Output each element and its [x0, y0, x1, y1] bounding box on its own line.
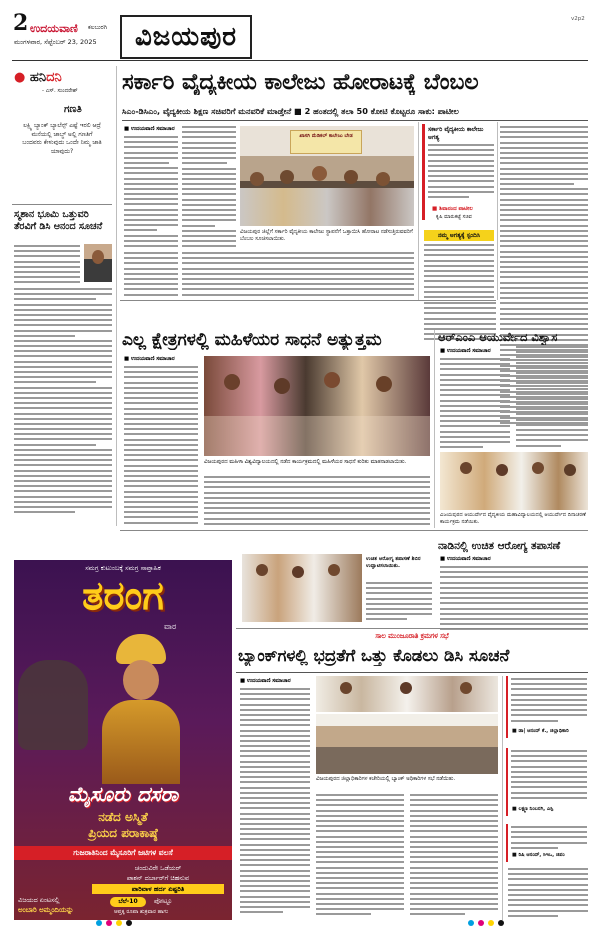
lead-photo-caption: ವಿಜಯಪುರ ಜಿಲ್ಲೆಗೆ ಸರ್ಕಾರಿ ವೈದ್ಯಕೀಯ ಕಾಲೇಜು ಸ್ಥಾಪನೆಗೆ ಒತ್ತಾಯಿಸಿ ಹೋರಾಟ ನಡೆಸುತ್ತಿರುವವರಿಗೆ ಬೆಂಬಲ ಸೂಚಿಸಲಾಯಿತು. [240, 229, 413, 242]
right-quote-1 [506, 676, 588, 742]
health-side-text [366, 582, 432, 622]
health-photo-caption: ಉಚಿತ ಆರೋಗ್ಯ ತಪಾಸಣೆ ಶಿಬಿರ ಉದ್ಘಾಟಿಸಲಾಯಿತು. [366, 556, 421, 569]
tharanga-tagline-1: ನಡೆದ ಅಸ್ಮಿತೆ [98, 810, 148, 824]
left-story-headline: ಸ್ಮಶಾನ ಭೂಮಿ ಒತ್ತುವರಿ ತೆರವಿಗೆ ಡಿಸಿ ಆನಂದ ಸೂಚನೆ [14, 209, 103, 232]
right-quote-3 [506, 824, 588, 864]
tharanga-bottom-left-2: ಅಂಬಾರಿ ಅಮ್ಮಂದಿಯನ್ನು [18, 906, 74, 914]
side-tag: ನಮ್ಮ ಅಗತ್ಯಕ್ಕೆ ಸ್ಪಂದಿಸಿ [424, 230, 494, 241]
tharanga-feature-3: ಪಾರಿವಾಳ ಹರ್ದ ಏಷ್ಟರಿತಿ [92, 884, 224, 894]
hani-dani-logo: ● ಹನಿದನಿ [14, 70, 62, 85]
masthead [0, 0, 600, 66]
tharanga-top-line: ಸಮಗ್ರ ಕುಟುಂಬಕ್ಕೆ ಸಮಗ್ರ ಸಾಪ್ತಾಹಿಕ [85, 564, 161, 572]
lead-subheadline: ಸಿಎಂ-ಡಿಸಿಎಂ, ವೈದ್ಯಕೀಯ ಶಿಕ್ಷಣ ಸಚಿವರಿಗೆ ಮನವರಿಕೆ ಮಾಡ್ತೇನೆ ■ 2 ಹಂತದಲ್ಲಿ ತಲಾ 50 ಕೋಟಿ ಕೊಟ್ಟರೂ ಸಾಕು: ಪಾಟೀಲ [122, 106, 459, 116]
tharanga-ad[interactable] [14, 560, 232, 920]
edition-label: ಕಲಬುರಗಿ [88, 24, 108, 31]
side-quote-author: ■ ಶಿವಾನಂದ ಪಾಟೀಲ [432, 206, 473, 212]
women-body-col1 [124, 366, 198, 526]
tharanga-feature-1: ಚಂದುವಿರೇ ಒಡೆಯರ್ [134, 864, 182, 872]
tharanga-title: ತರಂಗ [82, 572, 164, 619]
bank-byline: ■ ಉದಯವಾಣಿ ಸಮಾಚಾರ [240, 678, 291, 684]
women-headline: ಎಲ್ಲ ಕ್ಷೇತ್ರಗಳಲ್ಲಿ ಮಹಿಳೆಯರ ಸಾಧನೆ ಅತ್ಯುತ್ತಮ [122, 330, 382, 350]
section-title: ವಿಜಯಪುರ [120, 15, 252, 59]
women-photo-caption: ವಿಜಯಪುರದ ಮಹಿಳಾ ವಿಶ್ವವಿದ್ಯಾಲಯದಲ್ಲಿ ನಡೆದ ಕಾರ್ಯಕ್ರಮದಲ್ಲಿ ಮಹಿಳೆಯರ ಸಾಧನೆ ಕುರಿತು ಮಾತನಾಡಲಾಯಿತು. [204, 459, 407, 465]
side-quote-title: ಸರ್ಕಾರಿ ವೈದ್ಯಕೀಯ ಕಾಲೇಜು ಅಗತ್ಯ [428, 126, 484, 141]
elephant-figure [18, 660, 88, 750]
side-quote-box [422, 124, 494, 224]
side-quote-role: ಕೃಷಿ ಮಾರುಕಟ್ಟೆ ಸಚಿವ [436, 214, 472, 220]
left-story-body-cont [14, 288, 112, 524]
bank-headline: ಬ್ಯಾಂಕ್‌ಗಳಲ್ಲಿ ಭದ್ರತೆಗೆ ಒತ್ತು ಕೊಡಲು ಡಿಸಿ ಸೂಚನೆ [238, 646, 510, 665]
left-story-body [14, 245, 80, 285]
ayurveda-body-col1 [440, 358, 510, 448]
maharaja-portrait [96, 634, 186, 784]
lead-byline: ■ ಉದಯವಾಣಿ ಸಮಾಚಾರ [124, 126, 175, 132]
column-author: - ಎಸ್. ಸುಂದರೇಶ್ [42, 88, 78, 94]
tharanga-price-badge: ಬೆಲೆ-10 [110, 897, 146, 907]
lead-photo [240, 126, 414, 226]
lead-photo-banner: ಖಾಸಗಿ ಮೆಡಿಕಲ್ ಕಾಲೇಜು ಬೇಡ [290, 130, 362, 154]
health-byline: ■ ಉದಯವಾಣಿ ಸಮಾಚಾರ [440, 556, 491, 562]
tharanga-bottom-right-2: ಆಪ್ತಕ್ಕ ರೂಪಾ ಶುಕ್ರವಾರ ಹಾಗು [114, 909, 169, 915]
lead-body-lower [182, 252, 414, 298]
ayurveda-photo-caption: ವಿಜಯಪುರದ ಆಯುರ್ವೇದ ವೈದ್ಯಕೀಯ ಮಹಾವಿದ್ಯಾಲಯದಲ್ಲಿ ಆಯುರ್ವೇದ ದಿನಾಚರಣೆ ಕಾರ್ಯಕ್ರಮ ನಡೆಯಿತು. [440, 512, 586, 525]
health-headline: ನಾಡಿನಲ್ಲಿ ಉಚಿತ ಆರೋಗ್ಯ ತಪಾಸಣೆ [438, 540, 561, 552]
ayurveda-body-col2 [516, 346, 588, 448]
tharanga-headline: ಮೈಸೂರು ದಸರಾ [67, 782, 179, 806]
women-photo [204, 356, 430, 456]
ayurveda-photo [440, 452, 588, 510]
women-body-lower [204, 476, 430, 526]
bank-body-col1 [240, 688, 310, 918]
bank-photo-top [316, 676, 498, 712]
registration-marks [96, 920, 504, 926]
column-poem: ಲಕ್ಷ್ಮಿ ಬ್ಯಾಂಕ್ ಬ್ಯಾಲೆನ್ಸ್ ಎಷ್ಟೆ ಇರಲಿ ಆದ್ರೆ ಮನೆಯಲ್ಲಿ ಜಾಬ್ಜ್ ಅಲ್ಲಿ ಗಣತಿಗೆ ಬಂದವರು ಕೇಳುವುದು ಒಂದೇ ನಿಮ್ಮ ಜಾತಿ ಯಾವುದು? [22, 122, 102, 155]
women-byline: ■ ಉದಯವಾಣಿ ಸಮಾಚಾರ [124, 356, 175, 362]
right-quote-2 [506, 748, 588, 820]
tharanga-bottom-left-1: ವಿಜಯದ ಏಂಟಸಲ್ಲಿ [18, 896, 60, 904]
side-tag-body [424, 244, 494, 298]
column-topic: ಗಣತಿ [64, 104, 82, 115]
bank-kicker: ಸಾಲ ಮುಂಜೂರಾತಿ ಕ್ರಮಗಳ ಸಭೆ [375, 632, 449, 640]
bank-photo-caption: ವಿಜಯಪುರದ ಜಿಲ್ಲಾಧಿಕಾರಿಗಳ ಕಚೇರಿಯಲ್ಲಿ ಬ್ಯಾಂಕ್ ಅಧಿಕಾರಿಗಳ ಸಭೆ ನಡೆಯಿತು. [316, 776, 456, 782]
page-number: 2 [13, 10, 29, 36]
tharanga-tagline-2: ಪ್ರಿಯದ ಪರಾಕಾಷ್ಠೆ [88, 826, 158, 840]
bank-body-col2 [316, 794, 404, 918]
tharanga-feature-2: ಪಾಶನ್ ದರ್ಬಾರ್‌ಗೆ ಚಿಹನುವ [126, 874, 190, 882]
right-quote-1-author: ■ ಡಾ| ಆನಂದ್ ಕೆ., ಜಿಲ್ಲಾಧಿಕಾರಿ [512, 728, 569, 734]
lead-body-col1-lower [124, 252, 178, 298]
dc-portrait [84, 244, 112, 282]
lead-body-col1 [124, 136, 178, 248]
tharanga-strip: ಗುಜರಾತಿನಿಂದ ಮೈಸೂರಿಗೆ ಜಟಿಗಳ ವಲಸೆ [14, 846, 232, 860]
ayurveda-headline: ಆರ್‌ಎಂಎ ಆಯುರ್ವೇದ ವಿಶ್ವಾಸ [438, 330, 558, 344]
tharanga-subtitle: ವಾರ [164, 622, 177, 631]
health-body [440, 566, 588, 632]
tharanga-bottom-right-1: ಪೋಟ್ಟೂ [154, 897, 172, 905]
bank-body-col3 [410, 794, 498, 918]
lead-body-col2 [182, 126, 236, 248]
date-line: ಮಂಗಳವಾರ, ಸೆಪ್ಟೆಂಬರ್ 23, 2025 [14, 38, 97, 46]
hani-dani-column [12, 66, 112, 526]
right-quote-2-author: ■ ಲಕ್ಷ್ಮಣ ನಿಂಬರಗಿ, ಎಸ್ಪಿ [512, 806, 554, 812]
health-photo [242, 554, 362, 622]
corner-mark: v2p2 [571, 16, 585, 22]
right-quote-3-author: ■ ರಿಷಿ ಆನಂದ್, ಸಿಇಒ, ಜಿಪಂ [512, 852, 565, 858]
lead-headline: ಸರ್ಕಾರಿ ವೈದ್ಯಕೀಯ ಕಾಲೇಜು ಹೋರಾಟಕ್ಕೆ ಬೆಂಬಲ [122, 70, 479, 95]
paper-name: ಉದಯವಾಣಿ [30, 22, 78, 35]
logo-drop-icon: ● [14, 70, 26, 85]
ayurveda-byline: ■ ಉದಯವಾಣಿ ಸಮಾಚಾರ [440, 348, 491, 354]
masthead-rule [12, 60, 588, 61]
bank-body-col4 [508, 868, 588, 918]
bank-photo-main [316, 714, 498, 774]
